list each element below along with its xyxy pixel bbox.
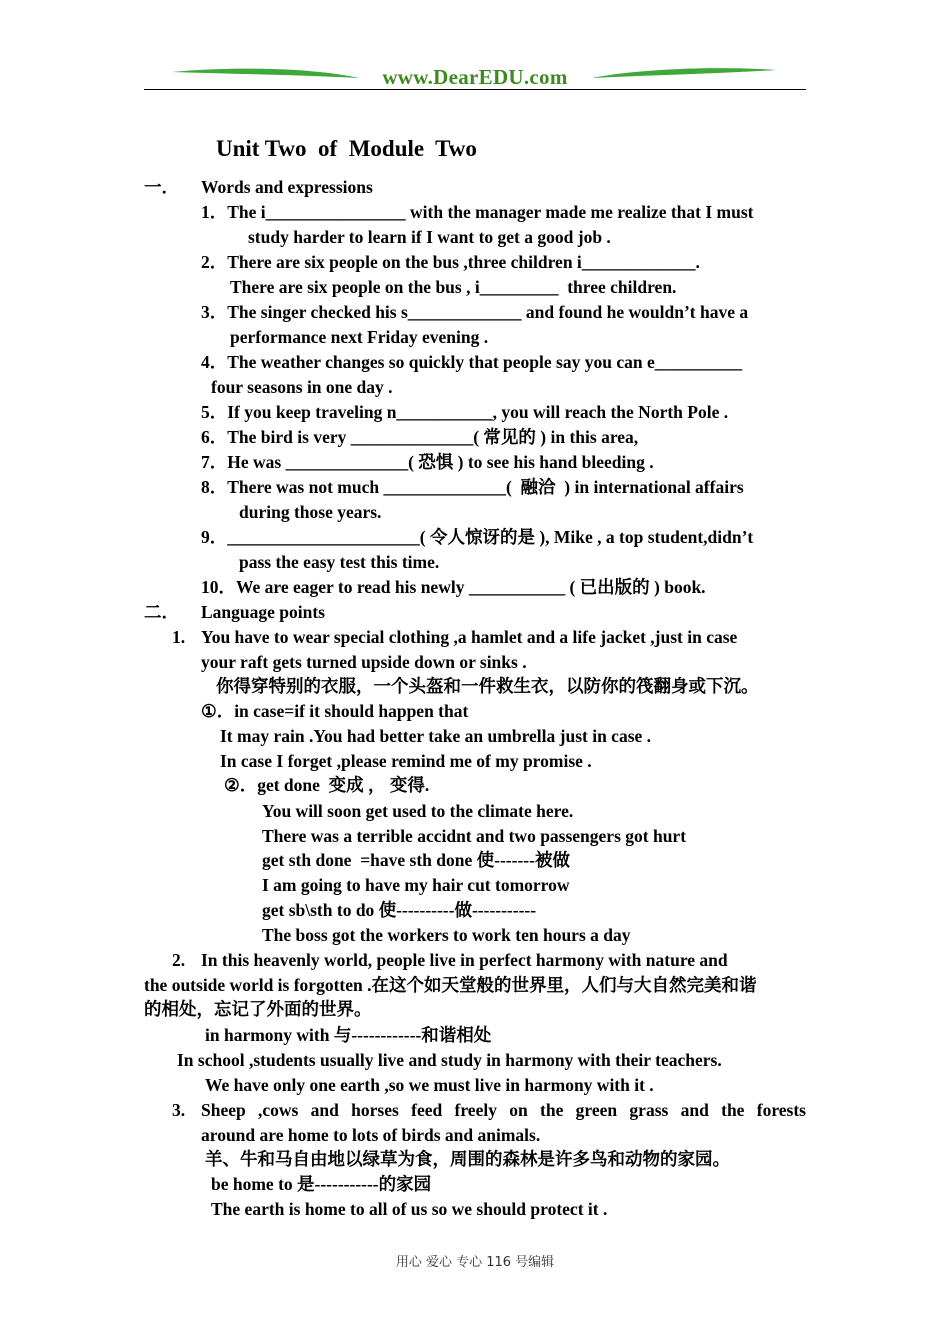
- exercise-line: 10．We are eager to read his newly ___________ ( 已出版的 ) book.: [201, 577, 706, 597]
- point-text: In this heavenly world, people live in perfect harmony with nature and: [201, 950, 728, 970]
- page-title: Unit Two of Module Two: [216, 136, 477, 161]
- section-number: 一．: [144, 177, 179, 197]
- exercise-line: four seasons in one day .: [211, 377, 393, 397]
- example-sentence: It may rain .You had better take an umbrella just in case .: [220, 726, 652, 746]
- example-sentence: I am going to have my hair cut tomorrow: [262, 875, 570, 895]
- example-sentence: We have only one earth ,so we must live in harmony with it .: [205, 1075, 654, 1095]
- point-text: Sheep ,cows and horses feed freely on the green grass and the forests: [201, 1100, 806, 1120]
- header-rule: [144, 89, 806, 90]
- site-url: www.DearEDU.com: [382, 65, 568, 89]
- translation-text: 的相处，忘记了外面的世界。: [144, 999, 372, 1019]
- usage-note: get sb\sth to do 使----------做-----------: [262, 900, 537, 920]
- point-text: You have to wear special clothing ,a hamlet and a life jacket ,just in case: [201, 627, 738, 647]
- exercise-line: 4．The weather changes so quickly that people say you can e__________: [201, 352, 743, 372]
- translation-text: 羊、牛和马自由地以绿草为食，周围的森林是许多鸟和动物的家园。: [205, 1149, 730, 1169]
- site-header: [144, 62, 806, 94]
- section-heading: Language points: [201, 602, 325, 622]
- usage-note: be home to 是-----------的家园: [211, 1174, 432, 1194]
- usage-heading: ②．get done 变成 ， 变得.: [224, 775, 430, 795]
- example-sentence: The earth is home to all of us so we should protect it .: [211, 1199, 608, 1219]
- example-sentence: There was a terrible accidnt and two passengers got hurt: [262, 826, 687, 846]
- section-heading: Words and expressions: [201, 177, 373, 197]
- section-number: 二．: [144, 602, 179, 622]
- exercise-line: during those years.: [239, 502, 382, 522]
- point-number: 2.: [172, 950, 186, 970]
- point-number: 3.: [172, 1100, 186, 1120]
- point-text: around are home to lots of birds and animals.: [201, 1125, 541, 1145]
- example-sentence: The boss got the workers to work ten hours a day: [262, 925, 631, 945]
- exercise-line: 9．______________________( 令人惊讶的是 ), Mike , a top student,didn’t: [201, 527, 754, 547]
- exercise-line: 6．The bird is very ______________( 常见的 ) in this area,: [201, 427, 639, 447]
- example-sentence: In school ,students usually live and study in harmony with their teachers.: [177, 1050, 722, 1070]
- usage-heading: ①．in case=if it should happen that: [201, 701, 469, 721]
- page-footer: 用心 爱心 专心 116 号编辑: [395, 1255, 555, 1270]
- exercise-line: pass the easy test this time.: [239, 552, 440, 572]
- example-sentence: In case I forget ,please remind me of my promise .: [220, 751, 592, 771]
- usage-note: in harmony with 与------------和谐相处: [205, 1025, 492, 1045]
- translation-text: 你得穿特别的衣服，一个头盔和一件救生衣，以防你的筏翻身或下沉。: [216, 676, 759, 696]
- exercise-line: performance next Friday evening .: [230, 327, 489, 347]
- point-text: the outside world is forgotten .在这个如天堂般的世界里，人们与大自然完美和谐: [144, 975, 757, 995]
- exercise-line: 1．The i________________ with the manager made me realize that I must: [201, 202, 754, 222]
- exercise-line: 5．If you keep traveling n___________, you will reach the North Pole .: [201, 402, 729, 422]
- point-number: 1.: [172, 627, 186, 647]
- exercise-line: There are six people on the bus , i_________ three children.: [230, 277, 677, 297]
- exercise-line: 8．There was not much ______________( 融洽 ) in international affairs: [201, 477, 744, 497]
- exercise-line: study harder to learn if I want to get a good job .: [248, 227, 611, 247]
- exercise-line: 2．There are six people on the bus ,three children i_____________.: [201, 252, 700, 272]
- point-text: your raft gets turned upside down or sinks .: [201, 652, 527, 672]
- exercise-line: 3．The singer checked his s_____________ and found he wouldn’t have a: [201, 302, 749, 322]
- usage-note: get sth done =have sth done 使-------被做: [262, 850, 570, 870]
- example-sentence: You will soon get used to the climate here.: [262, 801, 574, 821]
- exercise-line: 7．He was ______________( 恐惧 ) to see his hand bleeding .: [201, 452, 654, 472]
